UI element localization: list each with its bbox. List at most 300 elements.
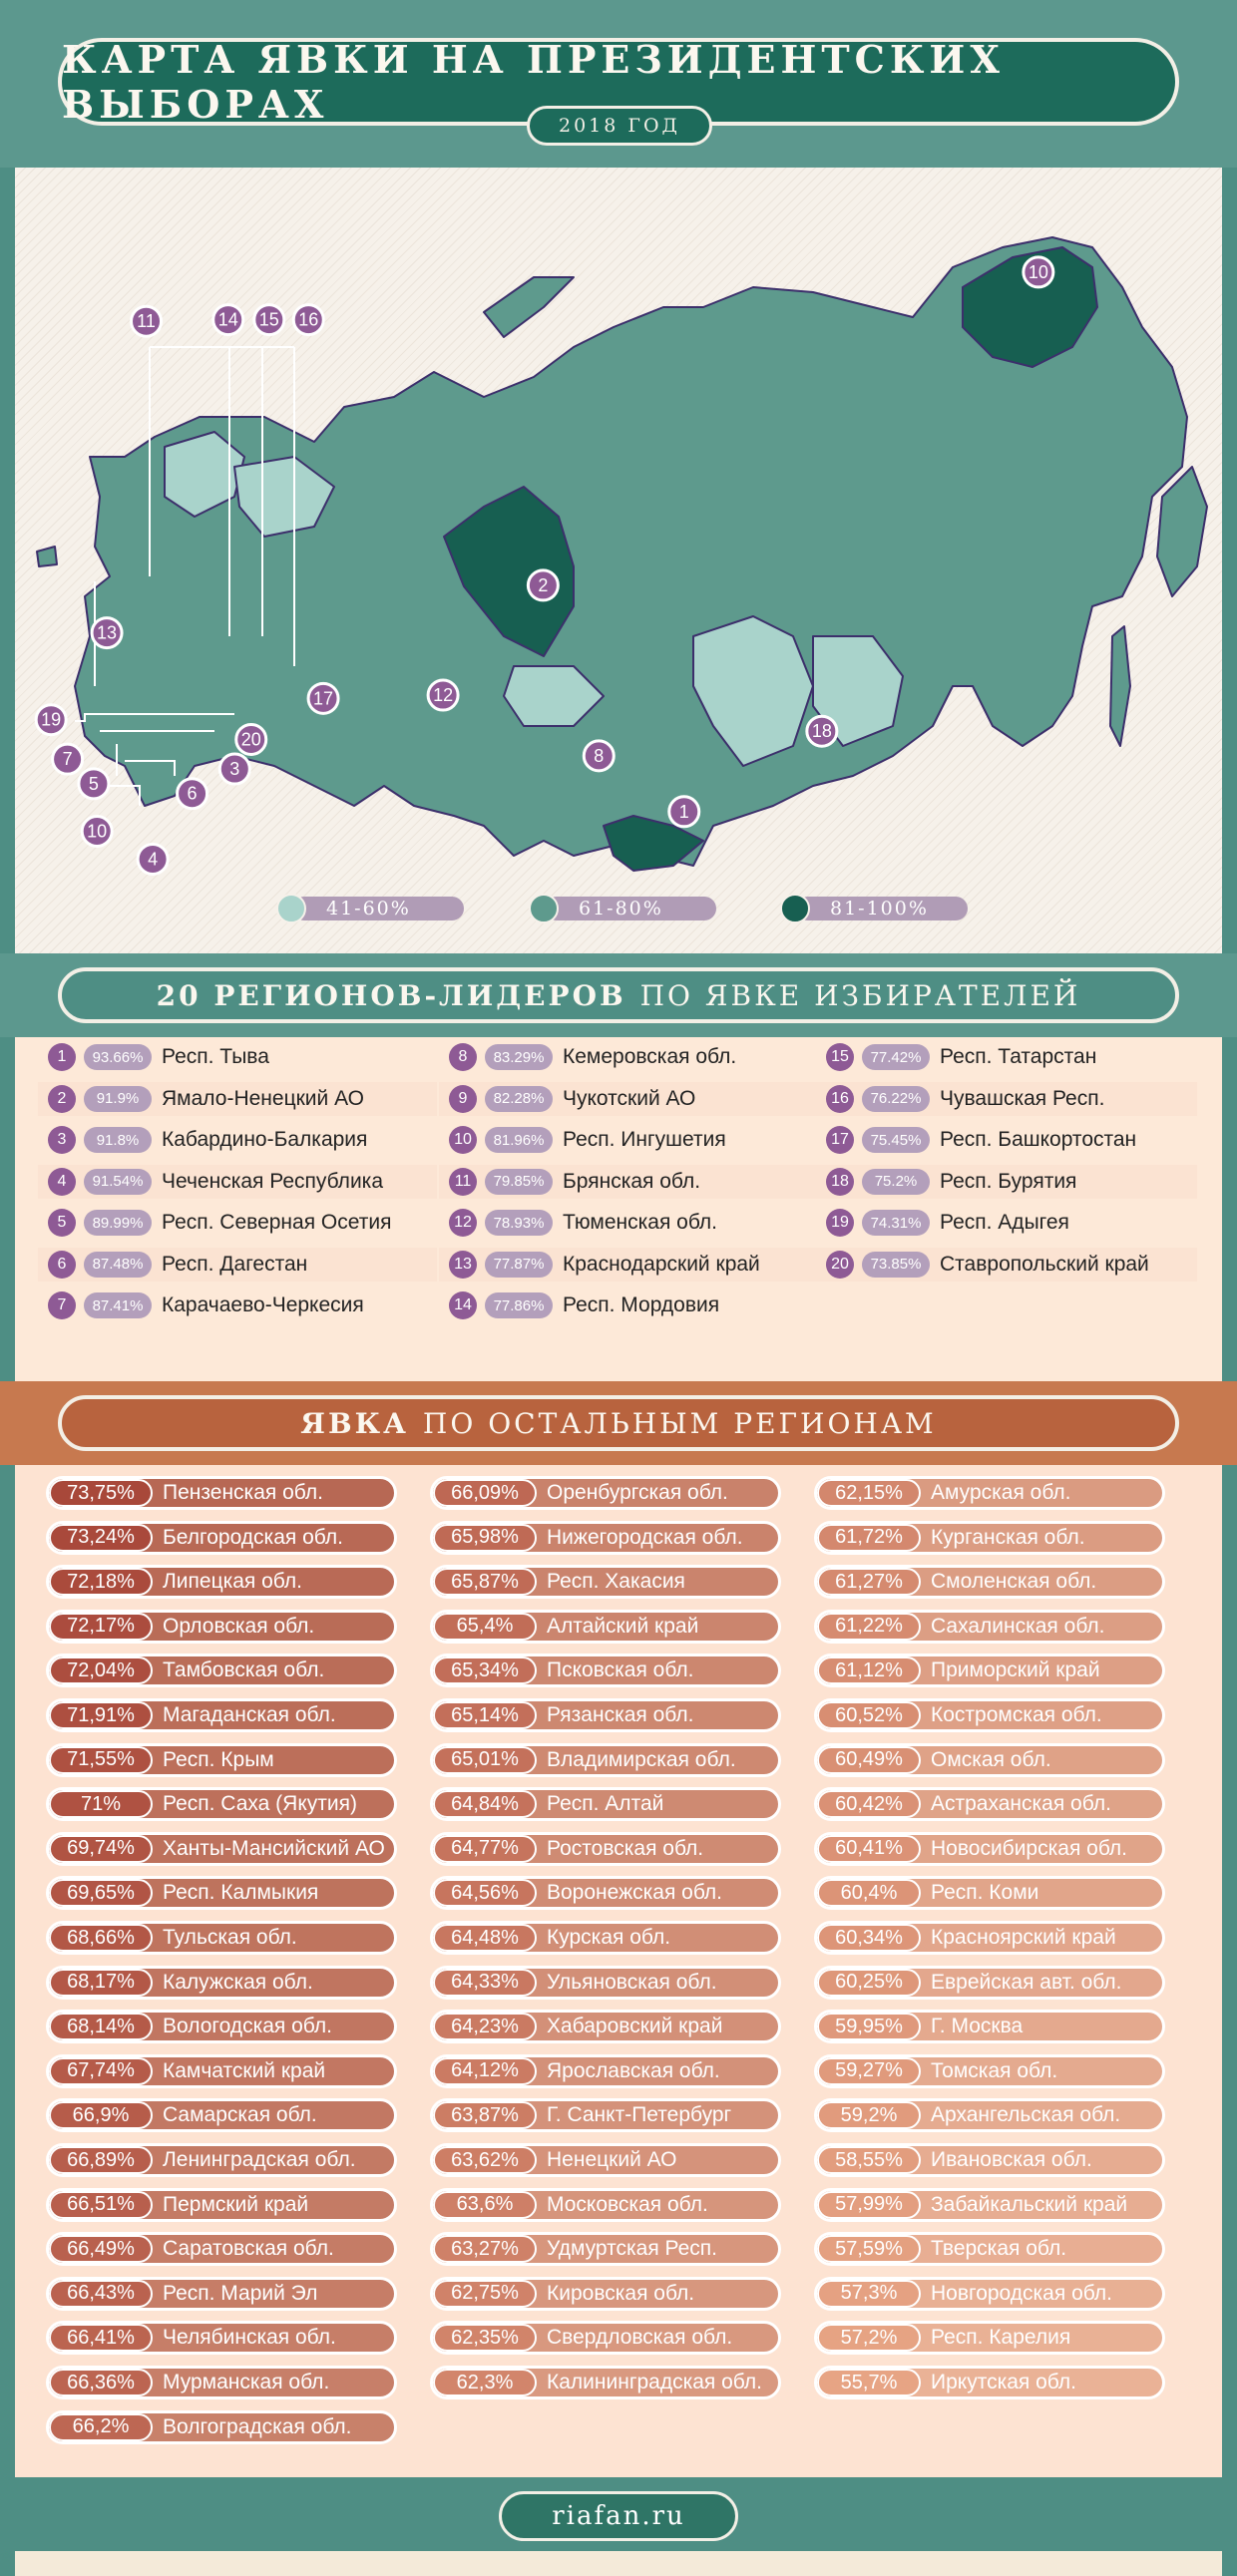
region-row [430, 2054, 781, 2088]
region-row [814, 1610, 1165, 1644]
region-row [46, 2366, 397, 2399]
region-percent: 63,27% [433, 2235, 537, 2263]
leader-region-name: Карачаево-Черкесия [162, 1293, 364, 1316]
region-name: Московская обл. [547, 2192, 708, 2216]
region-name: Респ. Коми [931, 1881, 1039, 1905]
map-marker-label: 15 [258, 309, 279, 330]
map-marker-label: 8 [594, 745, 605, 766]
others-title-rest: ПО ОСТАЛЬНЫМ РЕГИОНАМ [422, 1406, 937, 1440]
region-name: Хабаровский край [547, 2015, 723, 2038]
region-row [814, 2054, 1165, 2088]
region-row [46, 1565, 397, 1599]
leader-region-name: Чеченская Республика [162, 1169, 383, 1193]
region-percent: 66,09% [433, 1479, 537, 1507]
region-percent: 63,6% [433, 2191, 537, 2219]
region-row [430, 1832, 781, 1866]
leader-row [38, 1165, 437, 1199]
region-name: Ульяновская обл. [547, 1970, 717, 1994]
region-percent: 65,87% [433, 1568, 537, 1596]
leader-rank: 4 [48, 1168, 76, 1196]
region-row [46, 2010, 397, 2043]
year-badge: 2018 ГОД [527, 106, 712, 146]
region-name: Еврейская авт. обл. [931, 1970, 1122, 1994]
leader-row [38, 1082, 437, 1116]
region-row [46, 1654, 397, 1687]
leader-region-name: Брянская обл. [563, 1169, 701, 1193]
region-row [814, 1698, 1165, 1732]
region-name: Костромская обл. [931, 1703, 1102, 1726]
region-row [430, 1698, 781, 1732]
leader-region-name: Респ. Татарстан [940, 1045, 1097, 1068]
leader-row [38, 1123, 437, 1157]
leader-rank: 3 [48, 1126, 76, 1154]
region-percent: 60,52% [817, 1701, 921, 1729]
leader-rank: 5 [48, 1209, 76, 1237]
leaders-title-bold: 20 РЕГИОНОВ-ЛИДЕРОВ [156, 978, 626, 1012]
region-name: Новгородская обл. [931, 2281, 1112, 2305]
region-row [814, 1743, 1165, 1777]
region-name: Ленинградская обл. [163, 2148, 356, 2171]
footer [0, 2477, 1237, 2576]
region-percent: 60,4% [817, 1879, 921, 1907]
region-row [46, 1921, 397, 1955]
region-row [46, 2143, 397, 2177]
region-row [46, 2054, 397, 2088]
region-percent: 68,14% [49, 2013, 153, 2040]
region-percent: 66,43% [49, 2280, 153, 2308]
region-name: Респ. Крым [163, 1747, 274, 1771]
leader-rank: 19 [826, 1209, 854, 1237]
map-marker-label: 10 [87, 821, 108, 842]
region-percent: 73,24% [49, 1524, 153, 1552]
leader-rank: 9 [449, 1085, 477, 1113]
region-name: Г. Санкт-Петербург [547, 2103, 732, 2127]
leader-row [439, 1248, 838, 1282]
leader-percent: 91.54% [84, 1169, 152, 1195]
region-percent: 68,66% [49, 1924, 153, 1952]
region-row [46, 1966, 397, 2000]
leader-percent: 83.29% [485, 1044, 553, 1070]
leader-rank: 11 [449, 1168, 477, 1196]
region-percent: 60,49% [817, 1746, 921, 1774]
leader-rank: 17 [826, 1126, 854, 1154]
region-name: Псковская обл. [547, 1658, 694, 1682]
region-row [430, 1787, 781, 1821]
map-region-sakhalin [1110, 626, 1130, 746]
region-percent: 59,2% [817, 2101, 921, 2129]
region-percent: 66,2% [49, 2413, 153, 2441]
region-row [814, 2232, 1165, 2266]
map-marker-label: 20 [240, 729, 261, 750]
map-marker-label: 7 [62, 749, 73, 770]
leader-row [816, 1206, 1197, 1240]
map-marker-label: 3 [229, 759, 240, 780]
region-name: Удмуртская Респ. [547, 2237, 717, 2261]
region-percent: 60,34% [817, 1924, 921, 1952]
leader-percent: 74.31% [862, 1210, 930, 1236]
leader-row [439, 1082, 838, 1116]
region-row [46, 2098, 397, 2132]
region-name: Ярославская обл. [547, 2058, 720, 2082]
region-percent: 69,65% [49, 1879, 153, 1907]
region-percent: 66,89% [49, 2146, 153, 2174]
leader-region-name: Кемеровская обл. [563, 1045, 737, 1068]
region-row [814, 2143, 1165, 2177]
region-name: Респ. Алтай [547, 1792, 664, 1816]
leader-row [816, 1082, 1197, 1116]
region-percent: 62,15% [817, 1479, 921, 1507]
region-row [46, 1698, 397, 1732]
leader-rank: 15 [826, 1043, 854, 1071]
region-percent: 71% [49, 1790, 153, 1818]
map-marker-label: 17 [313, 688, 334, 709]
region-percent: 66,41% [49, 2324, 153, 2352]
region-row [430, 2232, 781, 2266]
region-percent: 58,55% [817, 2146, 921, 2174]
footer-strip [15, 2551, 1222, 2576]
region-percent: 65,01% [433, 1746, 537, 1774]
region-row [430, 2277, 781, 2311]
map-marker-label: 19 [41, 709, 62, 730]
region-name: Волгоградская обл. [163, 2414, 352, 2438]
region-name: Пензенская обл. [163, 1481, 323, 1504]
leader-region-name: Респ. Ингушетия [563, 1128, 726, 1151]
region-percent: 59,95% [817, 2013, 921, 2040]
map-marker-label: 14 [217, 309, 238, 330]
leader-rank: 8 [449, 1043, 477, 1071]
region-percent: 63,62% [433, 2146, 537, 2174]
leader-rank: 10 [449, 1126, 477, 1154]
site-link[interactable]: riafan.ru [499, 2491, 738, 2541]
region-row [430, 1966, 781, 2000]
region-row [46, 2188, 397, 2222]
region-row [814, 2321, 1165, 2355]
leader-region-name: Респ. Бурятия [940, 1169, 1077, 1193]
region-name: Калининградская обл. [547, 2371, 762, 2393]
region-row [430, 1921, 781, 1955]
region-name: Алтайский край [547, 1614, 699, 1638]
region-name: Оренбургская обл. [547, 1481, 728, 1504]
region-percent: 68,17% [49, 1969, 153, 1997]
region-percent: 65,98% [433, 1524, 537, 1552]
leader-percent: 78.93% [485, 1210, 553, 1236]
region-percent: 62,35% [433, 2324, 537, 2352]
region-percent: 60,25% [817, 1969, 921, 1997]
region-row [814, 1921, 1165, 1955]
region-percent: 64,23% [433, 2013, 537, 2040]
region-name: Кировская обл. [547, 2281, 695, 2305]
region-percent: 65,4% [433, 1613, 537, 1641]
region-name: Ненецкий АО [547, 2148, 677, 2171]
region-percent: 57,3% [817, 2280, 921, 2308]
region-percent: 62,75% [433, 2280, 537, 2308]
leader-region-name: Тюменская обл. [563, 1211, 718, 1234]
leader-row [816, 1248, 1197, 1282]
region-percent: 64,48% [433, 1924, 537, 1952]
map-marker-label: 18 [811, 721, 832, 742]
region-percent: 66,36% [49, 2369, 153, 2396]
leader-region-name: Респ. Адыгея [940, 1211, 1069, 1234]
leader-rank: 6 [48, 1251, 76, 1279]
region-name: Томская обл. [931, 2058, 1058, 2082]
region-percent: 57,99% [817, 2191, 921, 2219]
russia-map-svg [15, 168, 1222, 953]
region-percent: 65,14% [433, 1701, 537, 1729]
leader-percent: 91.8% [84, 1127, 152, 1153]
others-title [58, 1395, 1179, 1451]
region-row [814, 1787, 1165, 1821]
leader-row [439, 1040, 838, 1074]
leader-region-name: Чукотский АО [563, 1086, 696, 1110]
leader-rank: 16 [826, 1085, 854, 1113]
leader-rank: 13 [449, 1251, 477, 1279]
region-percent: 59,27% [817, 2057, 921, 2085]
leader-row [38, 1288, 437, 1322]
legend-swatch-high [780, 894, 810, 923]
map-region-novaya-zemlya [484, 277, 574, 337]
region-percent: 57,2% [817, 2324, 921, 2352]
region-name: Белгородская обл. [163, 1525, 343, 1549]
map-marker-label: 11 [137, 311, 156, 332]
region-row [814, 1565, 1165, 1599]
leader-percent: 89.99% [84, 1210, 152, 1236]
others-list [15, 1465, 1222, 2477]
map-marker-label: 4 [148, 849, 159, 870]
legend-label-high: 81-100% [796, 897, 968, 920]
region-row [430, 1654, 781, 1687]
map-region-kaliningrad [37, 547, 57, 566]
region-name: Рязанская обл. [547, 1703, 694, 1726]
region-percent: 71,91% [49, 1701, 153, 1729]
leaders-table [15, 1037, 1222, 1381]
region-name: Курская обл. [547, 1926, 671, 1949]
leader-region-name: Кабардино-Балкария [162, 1128, 368, 1151]
region-row [814, 1521, 1165, 1555]
region-percent: 71,55% [49, 1746, 153, 1774]
region-row [814, 1832, 1165, 1866]
leader-percent: 93.66% [84, 1044, 152, 1070]
legend-label-low: 41-60% [292, 897, 464, 920]
region-name: Воронежская обл. [547, 1881, 723, 1905]
leader-percent: 75.45% [862, 1127, 930, 1153]
region-name: Калужская обл. [163, 1970, 313, 1994]
region-name: Мурманская обл. [163, 2371, 330, 2393]
region-percent: 73,75% [49, 1479, 153, 1507]
region-row [814, 1966, 1165, 2000]
map-marker-label: 13 [97, 622, 118, 643]
leader-rank: 18 [826, 1168, 854, 1196]
leaders-header-band [0, 953, 1237, 1037]
leader-percent: 79.85% [485, 1169, 553, 1195]
leader-rank: 1 [48, 1043, 76, 1071]
leader-row [38, 1040, 437, 1074]
leader-region-name: Ямало-Ненецкий АО [162, 1086, 364, 1110]
region-percent: 65,34% [433, 1656, 537, 1684]
leader-region-name: Респ. Башкортостан [940, 1128, 1137, 1151]
region-name: Саратовская обл. [163, 2237, 334, 2261]
region-percent: 64,12% [433, 2057, 537, 2085]
region-percent: 55,7% [817, 2369, 921, 2396]
leader-percent: 81.96% [485, 1127, 553, 1153]
region-percent: 61,72% [817, 1524, 921, 1552]
region-name: Курганская обл. [931, 1525, 1085, 1549]
leader-percent: 87.41% [84, 1292, 152, 1318]
turnout-map [15, 168, 1222, 953]
map-marker-label: 16 [298, 309, 319, 330]
region-row [46, 2321, 397, 2355]
legend-swatch-low-top [276, 894, 306, 923]
leaders-title-rest: ПО ЯВКЕ ИЗБИРАТЕЛЕЙ [639, 978, 1081, 1012]
leader-percent: 75.2% [862, 1169, 930, 1195]
region-percent: 61,27% [817, 1568, 921, 1596]
map-region-kamchatka [1157, 467, 1207, 596]
leader-rank: 20 [826, 1251, 854, 1279]
leader-rank: 7 [48, 1291, 76, 1319]
region-name: Вологодская обл. [163, 2015, 332, 2038]
region-percent: 62,3% [433, 2369, 537, 2396]
region-percent: 64,33% [433, 1969, 537, 1997]
region-row [430, 1521, 781, 1555]
leader-row [439, 1165, 838, 1199]
region-percent: 60,42% [817, 1790, 921, 1818]
leader-region-name: Респ. Северная Осетия [162, 1211, 392, 1234]
leader-row [439, 1123, 838, 1157]
leader-region-name: Ставропольский край [940, 1252, 1149, 1276]
region-name: Тульская обл. [163, 1926, 297, 1949]
region-row [814, 2277, 1165, 2311]
region-name: Астраханская обл. [931, 1792, 1111, 1816]
region-name: Г. Москва [931, 2015, 1024, 2038]
region-name: Забайкальский край [931, 2192, 1128, 2216]
region-name: Амурская обл. [931, 1481, 1071, 1504]
leader-region-name: Респ. Дагестан [162, 1252, 308, 1276]
region-row [814, 2010, 1165, 2043]
leader-percent: 82.28% [485, 1086, 553, 1112]
region-row [430, 1476, 781, 1510]
leader-row [816, 1040, 1197, 1074]
region-name: Архангельская обл. [931, 2103, 1121, 2127]
region-row [430, 1743, 781, 1777]
legend-swatch-mid [529, 894, 559, 923]
others-title-bold: ЯВКА [300, 1406, 409, 1440]
region-percent: 66,51% [49, 2191, 153, 2219]
region-percent: 72,18% [49, 1568, 153, 1596]
leader-rank: 14 [449, 1291, 477, 1319]
region-row [430, 2366, 781, 2399]
region-row [46, 1521, 397, 1555]
leader-region-name: Респ. Тыва [162, 1045, 269, 1068]
region-row [814, 2098, 1165, 2132]
region-row [814, 1476, 1165, 1510]
leader-region-name: Краснодарский край [563, 1252, 760, 1276]
region-percent: 63,87% [433, 2101, 537, 2129]
region-percent: 72,04% [49, 1656, 153, 1684]
region-percent: 61,22% [817, 1613, 921, 1641]
region-row [46, 1476, 397, 1510]
region-row [46, 2232, 397, 2266]
region-row [430, 2321, 781, 2355]
map-marker-label: 2 [538, 574, 549, 595]
region-row [430, 1565, 781, 1599]
leader-percent: 77.86% [485, 1292, 553, 1318]
leader-percent: 73.85% [862, 1252, 930, 1278]
leader-row [38, 1248, 437, 1282]
region-name: Ростовская обл. [547, 1836, 704, 1860]
region-row [46, 1876, 397, 1910]
region-row [814, 1654, 1165, 1687]
leader-percent: 91.9% [84, 1086, 152, 1112]
leader-row [439, 1206, 838, 1240]
region-row [430, 1876, 781, 1910]
region-name: Респ. Саха (Якутия) [163, 1792, 357, 1816]
region-name: Тверская обл. [931, 2237, 1067, 2261]
leader-region-name: Чувашская Респ. [940, 1086, 1105, 1110]
map-marker-label: 6 [187, 783, 198, 804]
region-name: Камчатский край [163, 2058, 326, 2082]
region-name: Респ. Хакасия [547, 1570, 685, 1594]
region-percent: 69,74% [49, 1835, 153, 1863]
header [0, 0, 1237, 168]
map-marker-label: 1 [678, 801, 689, 822]
leader-percent: 76.22% [862, 1086, 930, 1112]
region-name: Пермский край [163, 2192, 309, 2216]
leaders-title [58, 967, 1179, 1023]
region-name: Омская обл. [931, 1747, 1051, 1771]
region-percent: 67,74% [49, 2057, 153, 2085]
region-name: Респ. Карелия [931, 2326, 1071, 2350]
region-row [430, 2010, 781, 2043]
region-row [430, 2143, 781, 2177]
region-row [430, 2098, 781, 2132]
region-row [46, 1743, 397, 1777]
region-percent: 61,12% [817, 1656, 921, 1684]
region-name: Орловская обл. [163, 1614, 315, 1638]
region-name: Магаданская обл. [163, 1703, 336, 1726]
region-name: Ивановская обл. [931, 2148, 1092, 2171]
region-row [46, 1787, 397, 1821]
leader-percent: 87.48% [84, 1252, 152, 1278]
region-row [814, 2188, 1165, 2222]
leader-row [439, 1288, 838, 1322]
region-percent: 72,17% [49, 1613, 153, 1641]
leader-row [38, 1206, 437, 1240]
region-name: Иркутская обл. [931, 2371, 1076, 2393]
leader-rank: 2 [48, 1085, 76, 1113]
region-name: Новосибирская обл. [931, 1836, 1127, 1860]
region-percent: 57,59% [817, 2235, 921, 2263]
region-name: Смоленская обл. [931, 1570, 1097, 1594]
region-percent: 60,41% [817, 1835, 921, 1863]
region-name: Респ. Калмыкия [163, 1881, 319, 1905]
map-marker-label: 5 [88, 773, 99, 794]
region-name: Липецкая обл. [163, 1570, 302, 1594]
region-row [46, 1832, 397, 1866]
region-percent: 64,77% [433, 1835, 537, 1863]
region-name: Респ. Марий Эл [163, 2281, 318, 2305]
region-row [46, 2277, 397, 2311]
legend-label-mid: 61-80% [545, 897, 716, 920]
region-row [814, 1876, 1165, 1910]
map-marker-label: 10 [1028, 261, 1048, 282]
region-percent: 66,49% [49, 2235, 153, 2263]
region-name: Сахалинская обл. [931, 1614, 1105, 1638]
region-name: Красноярский край [931, 1926, 1116, 1949]
leader-row [816, 1165, 1197, 1199]
region-row [46, 2410, 397, 2444]
region-row [46, 1610, 397, 1644]
region-name: Ханты-Мансийский АО [163, 1836, 385, 1860]
region-name: Приморский край [931, 1658, 1100, 1682]
